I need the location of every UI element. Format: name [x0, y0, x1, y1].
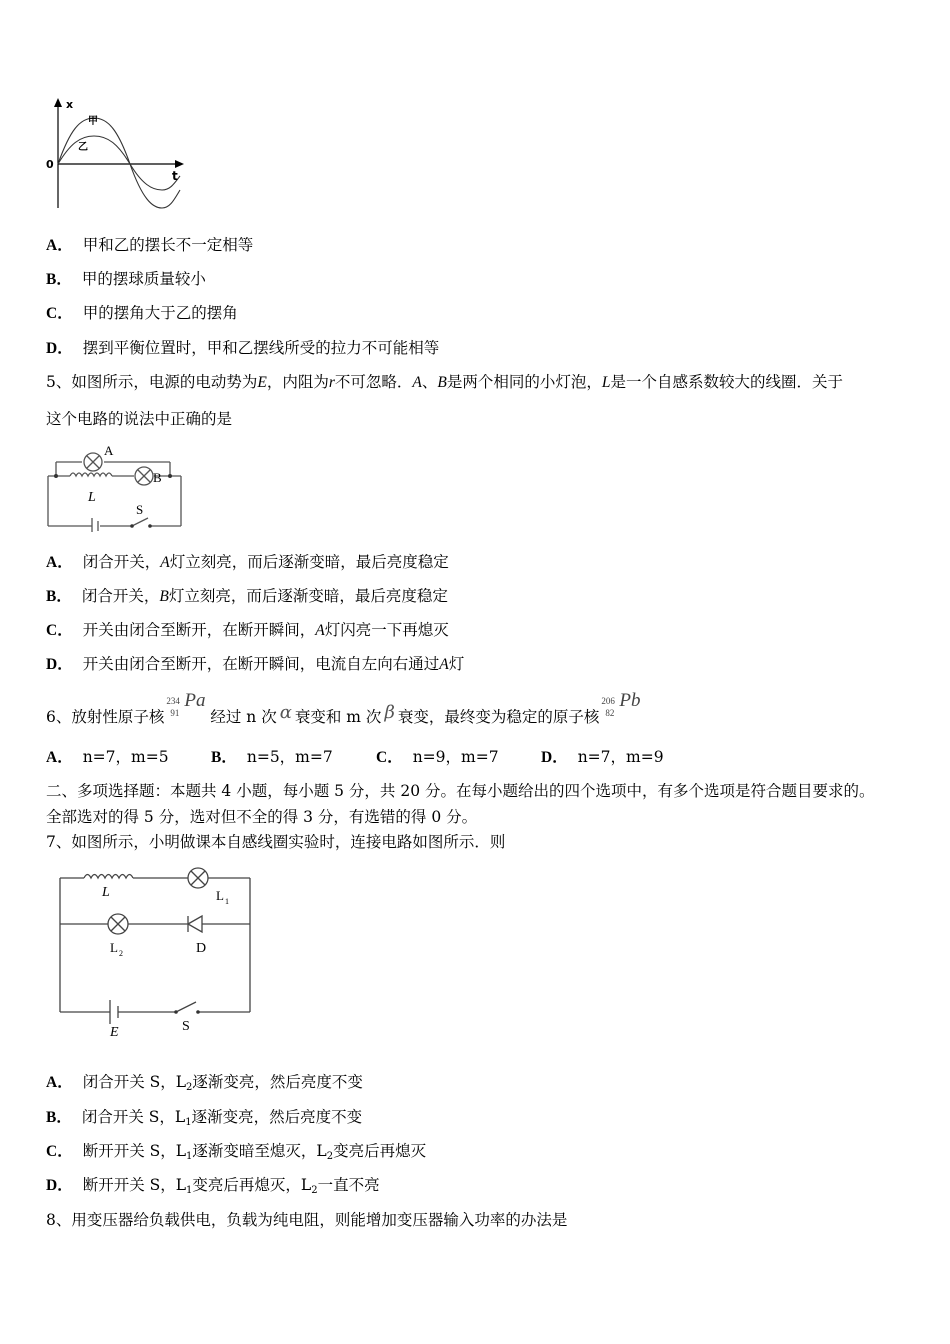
lamp-l2-subscript: 2 — [119, 949, 123, 958]
lamp-l2-label: L — [110, 940, 118, 955]
diode-d-label: D — [196, 941, 207, 956]
axis-x-label: x — [66, 98, 74, 111]
q6-choice-c: C． n=9，m=7 — [376, 748, 499, 766]
axis-t-label: t — [172, 169, 178, 183]
nucleus-pa: 234 91 Pa — [166, 690, 206, 718]
q6-stem: 6、放射性原子核 234 91 Pa 经过 n 次 α 衰变和 m 次 β 衰变，最终变为稳定的原子核 206 82 Pb — [46, 698, 645, 728]
coil-l-label: L — [88, 490, 96, 505]
lamp-a-label: A — [104, 443, 114, 458]
q4-option-b: B． 甲的摆球质量较小 — [46, 270, 206, 288]
pendulum-waveform-figure — [44, 96, 194, 214]
alpha-symbol: α — [279, 702, 292, 723]
q7-option-a: A． 闭合开关 S，$L_2$逐渐变亮，然后亮度不变 — [46, 1073, 363, 1093]
nucleus-pb: 206 82 Pb — [601, 690, 641, 718]
curve-yi-label: 乙 — [78, 142, 88, 153]
q6-choice-a: A． n=7，m=5 — [46, 748, 169, 766]
q5-stem-line2: 这个电路的说法中正确的是 — [46, 410, 233, 428]
q5-circuit-figure — [44, 440, 189, 532]
q6-choice-d: D． n=7，m=9 — [541, 748, 664, 766]
curve-jia-label: 甲 — [88, 116, 98, 127]
switch-s-label: S — [182, 1019, 190, 1034]
q5-option-d: D． 开关由闭合至断开，在断开瞬间，电流自左向右通过A灯 — [46, 655, 465, 673]
q7-stem: 7、如图所示，小明做课本自感线圈实验时，连接电路如图所示．则 — [46, 833, 506, 851]
curve-yi — [58, 136, 180, 190]
q6-choices — [46, 746, 706, 769]
battery-e-label: E — [110, 1025, 119, 1040]
origin-label: 0 — [46, 158, 54, 171]
q4-option-c: C． 甲的摆角大于乙的摆角 — [46, 304, 238, 322]
q5-option-a: A． 闭合开关，A灯立刻亮，而后逐渐变暗，最后亮度稳定 — [46, 553, 449, 571]
lamp-l1-subscript: 1 — [225, 897, 229, 906]
lamp-l1-label: L — [216, 888, 224, 903]
q5-option-b: B． 闭合开关，B灯立刻亮，而后逐渐变暗，最后亮度稳定 — [46, 587, 448, 605]
q6-choice-b: B． n=5，m=7 — [211, 748, 333, 766]
q7-option-d: D． 断开开关 S，$L_1$变亮后再熄灭，$L_2$一直不亮 — [46, 1176, 380, 1196]
lamp-b-label: B — [153, 470, 162, 485]
q7-circuit-figure — [54, 862, 264, 1042]
section2-heading-line2: 全部选对的得 5 分，选对但不全的得 3 分，有选错的得 0 分。 — [46, 808, 478, 826]
beta-symbol: β — [384, 702, 395, 723]
q4-option-d: D． 摆到平衡位置时，甲和乙摆线所受的拉力不可能相等 — [46, 339, 440, 357]
section2-heading-line1: 二、多项选择题：本题共 4 小题，每小题 5 分，共 20 分。在每小题给出的四个选项中，有多个选项是符合题目要求的。 — [46, 782, 875, 800]
q8-stem: 8、用变压器给负载供电，负载为纯电阻，则能增加变压器输入功率的办法是 — [46, 1211, 568, 1229]
q7-option-b: B． 闭合开关 S，$L_1$逐渐变亮，然后亮度不变 — [46, 1108, 363, 1128]
q7-option-c: C． 断开开关 S，$L_1$逐渐变暗至熄灭，$L_2$变亮后再熄灭 — [46, 1142, 427, 1162]
q4-option-a: A． 甲和乙的摆长不一定相等 — [46, 236, 254, 254]
curve-jia — [58, 118, 180, 208]
coil-l-label: L — [102, 885, 110, 900]
switch-s-label: S — [136, 502, 144, 517]
q5-option-c: C． 开关由闭合至断开，在断开瞬间，A灯闪亮一下再熄灭 — [46, 621, 449, 639]
q5-stem-line1: 5、如图所示，电源的电动势为E，内阻为r不可忽略．A、B是两个相同的小灯泡，L是一个自感系数较大的线圈．关于 — [46, 373, 844, 391]
